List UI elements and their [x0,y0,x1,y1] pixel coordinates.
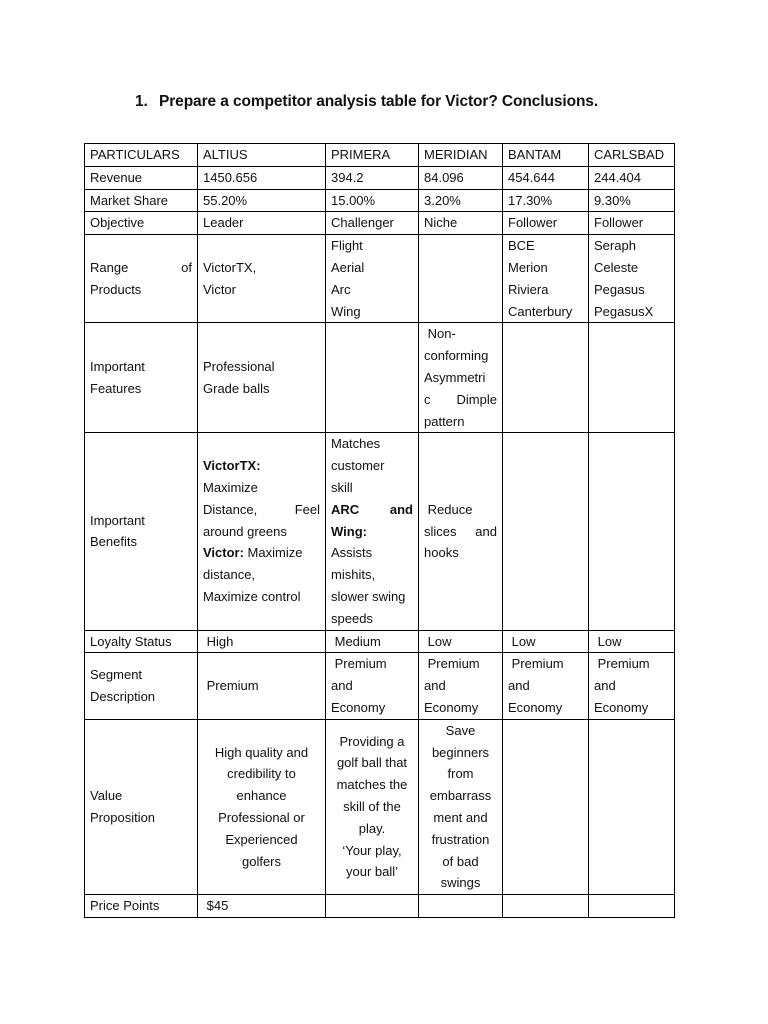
table-row-loyalty-status [85,630,675,653]
benefits-victortx-line2b: Feel [294,501,320,517]
cell-range-altius: VictorTX, Victor [198,235,326,323]
competitor-analysis-table [84,143,675,918]
range-label-products: Products [90,281,142,297]
benefits-primera-line1: Matches [331,436,381,452]
cell-range-bantam: BCE Merion Riviera Canterbury [503,235,589,323]
cell-benefits-meridian [419,433,503,630]
header-cell-particulars: PARTICULARS [85,144,198,167]
benefits-victortx-line1: Maximize [203,479,258,495]
table-row-value-proposition [85,719,675,894]
range-label-of: of [181,259,192,275]
row-label-price-points: Price Points [85,895,198,918]
cell-price-carlsbad [589,895,675,918]
cell-loyalty-meridian: Low [419,630,503,653]
table-row-objective [85,212,675,235]
range-label-word: Range [90,259,129,275]
table-row-important-features [85,323,675,433]
row-label-market-share: Market Share [85,189,198,212]
header-cell-primera: PRIMERA [326,144,419,167]
table-row-market-share [85,189,675,212]
question-heading [135,93,598,111]
cell-price-meridian [419,895,503,918]
cell-price-bantam [503,895,589,918]
benefits-primera-line2: customer [331,458,385,474]
cell-objective-altius: Leader [198,212,326,235]
table-row-segment-description [85,653,675,719]
features-meridian-line1: Non- [424,326,456,342]
cell-value-meridian: Save beginners from embarrass ment and frustration of bad swings [419,719,503,894]
cell-segment-primera: Premium and Economy [326,653,419,719]
features-meridian-line2: conforming [424,348,489,364]
cell-revenue-altius: 1450.656 [198,166,326,189]
cell-segment-meridian: Premium and Economy [419,653,503,719]
benefits-victor-label: Victor: [203,545,244,561]
table-header-row [85,144,675,167]
row-label-segment: Segment Description [85,653,198,719]
row-label-loyalty: Loyalty Status [85,630,198,653]
benefits-meridian-line1: Reduce [424,501,473,517]
table-row-important-benefits [85,433,675,630]
header-cell-meridian: MERIDIAN [419,144,503,167]
cell-loyalty-primera: Medium [326,630,419,653]
header-cell-altius: ALTIUS [198,144,326,167]
cell-loyalty-carlsbad: Low [589,630,675,653]
row-label-benefits: Important Benefits [85,433,198,630]
features-meridian-line4a: c [424,391,431,407]
cell-value-carlsbad [589,719,675,894]
cell-range-primera: Flight Aerial Arc Wing [326,235,419,323]
row-label-objective: Objective [85,212,198,235]
row-label-range [85,235,198,323]
cell-features-meridian [419,323,503,433]
question-text: Prepare a competitor analysis table for Victor? Conclusions. [159,93,599,110]
benefits-meridian-line2b: and [475,523,497,539]
cell-range-carlsbad: Seraph Celeste Pegasus PegasusX [589,235,675,323]
cell-benefits-altius [198,433,326,630]
cell-benefits-primera [326,433,419,630]
cell-value-bantam [503,719,589,894]
table-row-revenue [85,166,675,189]
cell-objective-primera: Challenger [326,212,419,235]
cell-range-meridian [419,235,503,323]
benefits-meridian-line2a: slices [424,523,457,539]
cell-segment-altius: Premium [198,653,326,719]
features-meridian-line4b: Dimple [456,391,497,407]
row-label-features: Important Features [85,323,198,433]
cell-segment-bantam: Premium and Economy [503,653,589,719]
benefits-victortx-line2a: Distance, [203,501,258,517]
cell-benefits-bantam [503,433,589,630]
header-cell-bantam: BANTAM [503,144,589,167]
benefits-victor-line3: Maximize control [203,588,301,604]
cell-objective-bantam: Follower [503,212,589,235]
cell-price-primera [326,895,419,918]
benefits-victortx-label: VictorTX: [203,458,261,474]
cell-price-altius: $45 [198,895,326,918]
cell-features-primera [326,323,419,433]
cell-objective-meridian: Niche [419,212,503,235]
row-label-revenue: Revenue [85,166,198,189]
cell-features-carlsbad [589,323,675,433]
benefits-victor-line2: distance, [203,567,256,583]
features-meridian-line5: pattern [424,413,465,429]
cell-loyalty-altius: High [198,630,326,653]
row-label-value-proposition: Value Proposition [85,719,198,894]
benefits-primera-wing: Wing: [331,523,367,539]
benefits-primera-arc: ARC [331,501,360,517]
benefits-primera-and: and [389,501,413,517]
cell-objective-carlsbad: Follower [589,212,675,235]
cell-share-bantam: 17.30% [503,189,589,212]
cell-loyalty-bantam: Low [503,630,589,653]
table-row-price-points [85,895,675,918]
benefits-primera-line3: skill [331,479,353,495]
cell-share-primera: 15.00% [326,189,419,212]
header-cell-carlsbad: CARLSBAD [589,144,675,167]
cell-revenue-carlsbad: 244.404 [589,166,675,189]
cell-share-meridian: 3.20% [419,189,503,212]
cell-features-altius: Professional Grade balls [198,323,326,433]
cell-share-altius: 55.20% [198,189,326,212]
benefits-primera-line4: Assists mishits, slower swing speeds [331,545,406,626]
benefits-victortx-line3: around greens [203,523,287,539]
table-row-range-of-products [85,235,675,323]
cell-value-altius: High quality and credibility to enhance Professional or Experienced golfers [198,719,326,894]
features-meridian-line3: Asymmetri [424,369,486,385]
cell-features-bantam [503,323,589,433]
cell-share-carlsbad: 9.30% [589,189,675,212]
cell-revenue-bantam: 454.644 [503,166,589,189]
cell-revenue-meridian: 84.096 [419,166,503,189]
cell-revenue-primera: 394.2 [326,166,419,189]
benefits-victor-line1: Maximize [243,545,303,561]
cell-value-primera: Providing a golf ball that matches the skill of the play. ‘Your play, your ball’ [326,719,419,894]
cell-segment-carlsbad: Premium and Economy [589,653,675,719]
question-number: 1. [135,93,148,110]
benefits-meridian-line3: hooks [424,545,459,561]
cell-benefits-carlsbad [589,433,675,630]
